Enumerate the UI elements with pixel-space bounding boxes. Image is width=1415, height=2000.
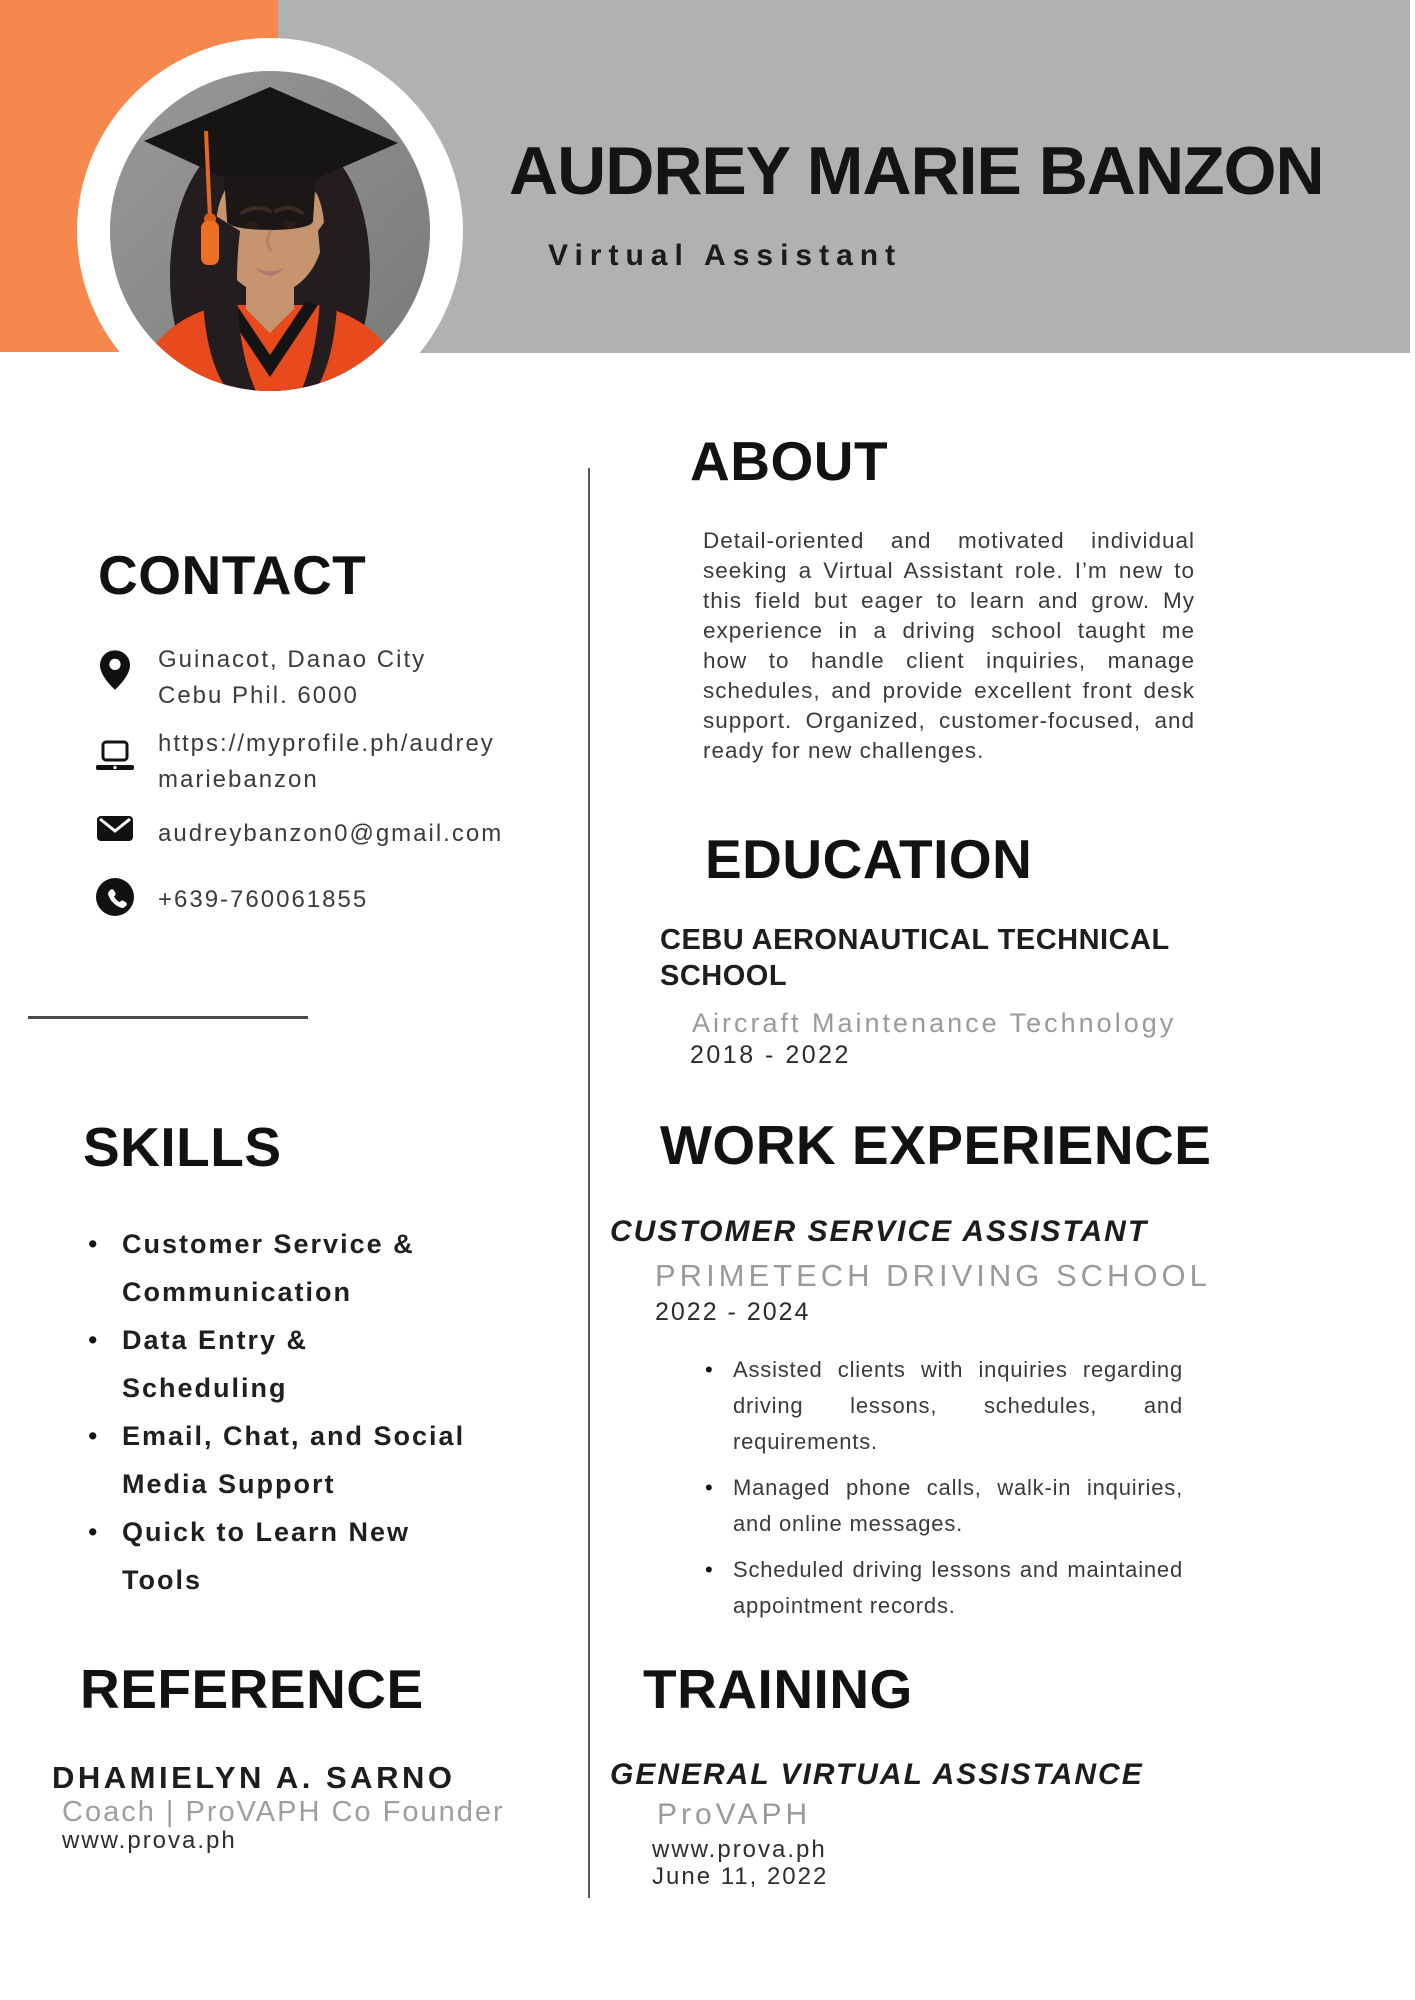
bullet-dot: • xyxy=(88,1325,98,1355)
skill-text xyxy=(122,1220,415,1316)
work-experience-heading: WORK EXPERIENCE xyxy=(660,1114,1212,1176)
contact-website-line1: https://myprofile.ph/audrey xyxy=(158,730,495,757)
education-heading: EDUCATION xyxy=(705,828,1033,890)
skill-line: Tools xyxy=(122,1565,202,1595)
skill-line: Quick to Learn New xyxy=(122,1517,411,1547)
training-provider: ProVAPH xyxy=(657,1798,812,1831)
work-bullet-text: Scheduled driving lessons and maintained appointment records. xyxy=(733,1557,1183,1618)
bullet-dot: • xyxy=(705,1557,713,1582)
skill-text xyxy=(122,1412,465,1508)
bullet-dot: • xyxy=(705,1357,713,1382)
work-years: 2022 - 2024 xyxy=(655,1298,811,1326)
bullet-dot: • xyxy=(88,1229,98,1259)
work-bullet xyxy=(705,1552,1183,1624)
phone-icon xyxy=(95,878,135,916)
education-school: CEBU AERONAUTICAL TECHNICAL SCHOOL xyxy=(660,924,1170,992)
person-name: AUDREY MARIE BANZON xyxy=(509,133,1324,209)
skill-line: Customer Service & xyxy=(122,1229,415,1259)
skills-heading: SKILLS xyxy=(83,1116,282,1178)
skill-line: Email, Chat, and Social xyxy=(122,1421,466,1451)
skill-line: Media Support xyxy=(122,1469,336,1499)
education-degree: Aircraft Maintenance Technology xyxy=(692,1008,1177,1038)
education-years: 2018 - 2022 xyxy=(690,1041,851,1069)
work-bullet-list xyxy=(705,1352,1183,1634)
contact-location-line1: Guinacot, Danao City xyxy=(158,646,427,673)
skill-item xyxy=(88,1508,488,1604)
left-column-divider xyxy=(28,1016,308,1019)
contact-website-line2: mariebanzon xyxy=(158,766,319,793)
skill-text xyxy=(122,1316,308,1412)
work-bullet xyxy=(705,1352,1183,1460)
contact-email-line1: audreybanzon0@gmail.com xyxy=(158,820,504,847)
contact-location-line2: Cebu Phil. 6000 xyxy=(158,682,359,709)
skill-item xyxy=(88,1220,488,1316)
contact-phone-line1: +639-760061855 xyxy=(158,886,369,913)
column-divider-line xyxy=(588,468,590,1898)
contact-phone xyxy=(158,882,368,918)
skill-item xyxy=(88,1412,488,1508)
about-paragraph: Detail-oriented and motivated individual seeking a Virtual Assistant role. I’m new to this field but eager to learn and grow. My experience in a driving school taught me how to handle client inquiries, manage schedules, and provide excellent front desk support. Organized, customer-focused, and ready for new challenges. xyxy=(703,528,1195,763)
contact-heading: CONTACT xyxy=(98,544,367,606)
contact-location xyxy=(158,642,426,714)
graduation-portrait-illustration xyxy=(110,71,430,391)
work-bullet-text: Assisted clients with inquiries regarding driving lessons, schedules, and requirements. xyxy=(733,1357,1183,1454)
skill-line: Communication xyxy=(122,1277,353,1307)
reference-website: www.prova.ph xyxy=(62,1827,237,1854)
reference-role: Coach | ProVAPH Co Founder xyxy=(62,1796,505,1828)
location-pin-icon xyxy=(95,650,135,690)
work-bullet xyxy=(705,1470,1183,1542)
bullet-dot: • xyxy=(88,1517,98,1547)
skill-text xyxy=(122,1508,410,1604)
work-job-title: CUSTOMER SERVICE ASSISTANT xyxy=(610,1215,1149,1248)
reference-heading: REFERENCE xyxy=(80,1658,424,1720)
bullet-dot: • xyxy=(88,1421,98,1451)
training-date: June 11, 2022 xyxy=(652,1863,829,1890)
skill-line: Data Entry & xyxy=(122,1325,309,1355)
envelope-icon xyxy=(95,812,135,842)
profile-photo xyxy=(110,71,430,391)
about-heading: ABOUT xyxy=(690,430,889,492)
person-job-title: Virtual Assistant xyxy=(548,239,903,272)
skills-list xyxy=(88,1220,488,1604)
training-heading: TRAINING xyxy=(643,1658,913,1720)
contact-website xyxy=(158,726,495,798)
skill-item xyxy=(88,1316,488,1412)
skill-line: Scheduling xyxy=(122,1373,288,1403)
laptop-icon xyxy=(95,740,135,774)
work-bullet-text: Managed phone calls, walk-in inquiries, and online messages. xyxy=(733,1475,1183,1536)
bullet-dot: • xyxy=(705,1475,713,1500)
contact-email xyxy=(158,816,503,852)
profile-photo-ring xyxy=(77,38,463,424)
training-website: www.prova.ph xyxy=(652,1836,827,1863)
work-company: PRIMETECH DRIVING SCHOOL xyxy=(655,1258,1211,1293)
training-course: GENERAL VIRTUAL ASSISTANCE xyxy=(610,1758,1144,1791)
reference-name: DHAMIELYN A. SARNO xyxy=(52,1760,456,1795)
